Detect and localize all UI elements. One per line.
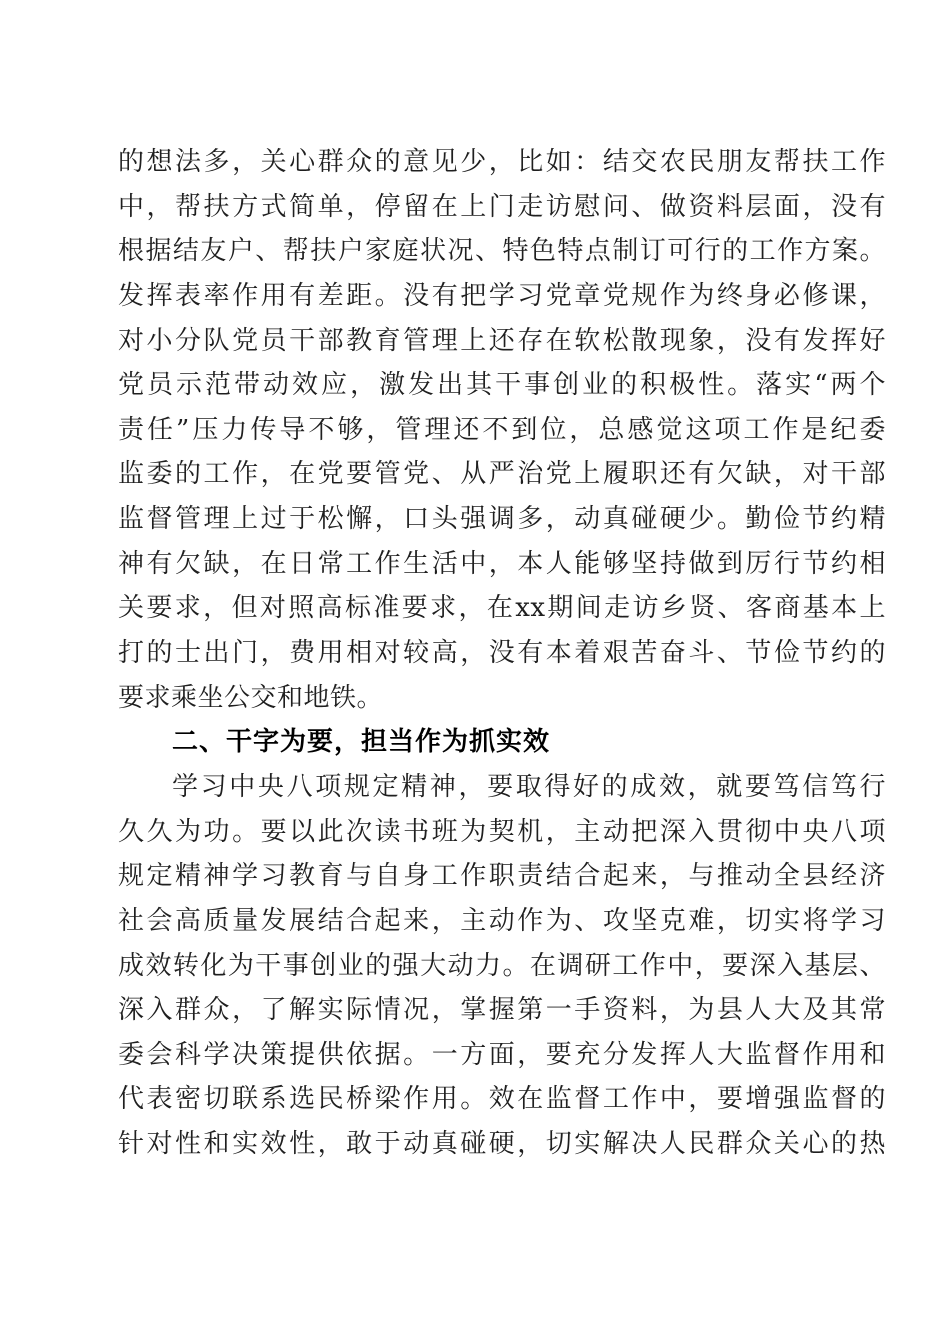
text-line: 成效转化为干事创业的强大动力。在调研工作中，要深入基层、 (118, 950, 886, 981)
text-line: 委会科学决策提供依据。一方面，要充分发挥人大监督作用和 (118, 1039, 886, 1070)
text-line: 监督管理上过于松懈，口头强调多，动真碰硬少。勤俭节约精 (118, 504, 886, 535)
text-line: 发挥表率作用有差距。没有把学习党章党规作为终身必修课， (118, 280, 886, 311)
text-line: 的想法多，关心群众的意见少，比如：结交农民朋友帮扶工作 (118, 147, 886, 177)
text-line: 久久为功。要以此次读书班为契机，主动把深入贯彻中央八项 (118, 816, 886, 847)
text-line: 根据结友户、帮扶户家庭状况、特色特点制订可行的工作方案。 (118, 236, 886, 267)
text-line: 监委的工作，在党要管党、从严治党上履职还有欠缺，对干部 (118, 459, 886, 490)
text-line: 代表密切联系选民桥梁作用。效在监督工作中，要增强监督的 (118, 1084, 886, 1115)
text-line: 打的士出门，费用相对较高，没有本着艰苦奋斗、节俭节约的 (118, 638, 886, 669)
text-line: 中，帮扶方式简单，停留在上门走访慰问、做资料层面，没有 (118, 191, 886, 222)
text-line: 学习中央八项规定精神，要取得好的成效，就要笃信笃行 (172, 771, 886, 802)
text-line: 神有欠缺，在日常工作生活中，本人能够坚持做到厉行节约相 (118, 548, 886, 579)
document-body (118, 140, 886, 1167)
text-line: 针对性和实效性，敢于动真碰硬，切实解决人民群众关心的热 (118, 1129, 886, 1160)
text-line: 对小分队党员干部教育管理上还存在软松散现象，没有发挥好 (118, 325, 886, 356)
text-line: 要求乘坐公交和地铁。 (118, 682, 384, 713)
text-line: 关要求，但对照高标准要求，在xx期间走访乡贤、客商基本上 (118, 593, 886, 624)
section-heading: 二、干字为要，担当作为抓实效 (172, 727, 551, 758)
text-line: 规定精神学习教育与自身工作职责结合起来，与推动全县经济 (118, 861, 886, 892)
text-line: 深入群众，了解实际情况，掌握第一手资料，为县人大及其常 (118, 995, 886, 1026)
text-line: 责任”压力传导不够，管理还不到位，总感觉这项工作是纪委 (118, 414, 886, 445)
text-line: 社会高质量发展结合起来，主动作为、攻坚克难，切实将学习 (118, 905, 886, 936)
text-line: 党员示范带动效应，激发出其干事创业的积极性。落实“两个 (118, 370, 886, 401)
